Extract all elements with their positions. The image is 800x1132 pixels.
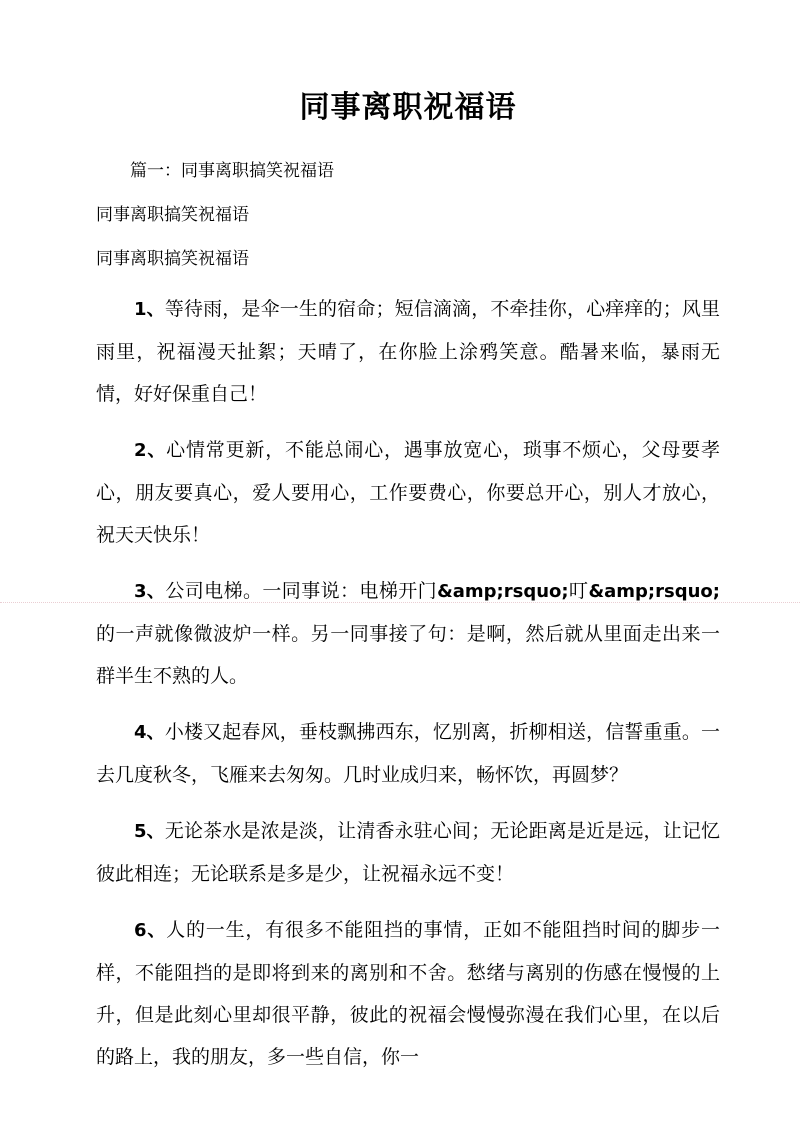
paragraph-text: 等待雨，是伞一生的宿命；短信滴滴，不牵挂你，心痒痒的；风里雨里，祝福漫天扯絮；天晴了，在你脸上涂鸦笑意。酷暑来临，暴雨无情，好好保重自己！	[96, 298, 720, 405]
paragraph-text: 无论茶水是浓是淡，让清香永驻心间；无论距离是近是远，让记忆彼此相连；无论联系是多是少，让祝福永远不变！	[96, 820, 720, 885]
section-heading: 篇一：同事离职搞笑祝福语	[130, 161, 334, 181]
paragraph-text-part-2: 叮	[568, 580, 589, 602]
paragraph-number: 1、	[134, 299, 165, 320]
paragraph-number: 5、	[134, 821, 165, 842]
paragraph-text-part-3: 的一声就像微波炉一样。另一同事接了句：是啊，然后就从里面走出来一群半生不熟的人。	[96, 623, 720, 687]
paragraph-text-part-1: 公司电梯。一同事说：电梯开门	[165, 580, 438, 602]
paragraph-number: 6、	[134, 920, 167, 941]
paragraph-number: 2、	[134, 440, 167, 461]
numbered-paragraph-3	[96, 556, 720, 697]
paragraph-number: 4、	[134, 722, 165, 743]
numbered-paragraph-6	[96, 895, 720, 1078]
paragraph-number: 3、	[134, 581, 166, 602]
html-entity-text-2: &amp;rsquo;	[588, 581, 720, 602]
paragraph-text: 心情常更新，不能总闹心，遇事放宽心，琐事不烦心，父母要孝心，朋友要真心，爱人要用心，工作要费心，你要总开心，别人才放心，祝天天快乐！	[96, 439, 720, 546]
numbered-paragraph-1	[96, 274, 720, 415]
page-title: 同事离职祝福语	[299, 90, 517, 125]
repeated-title-line-2: 同事离职搞笑祝福语	[96, 249, 249, 269]
html-entity-text-1: &amp;rsquo;	[437, 581, 569, 602]
paragraph-text: 人的一生，有很多不能阻挡的事情，正如不能阻挡时间的脚步一样，不能阻挡的是即将到来的离别和不舍。愁绪与离别的伤感在慢慢的上升，但是此刻心里却很平静，彼此的祝福会慢慢弥漫在我们心里，在以后的路上，我的朋友，多一些自信，你一	[96, 919, 720, 1068]
numbered-paragraph-4	[96, 697, 720, 796]
paragraph-text: 小楼又起春风，垂枝飘拂西东，忆别离，折柳相送，信誓重重。一去几度秋冬，飞雁来去匆匆。几时业成归来，畅怀饮，再圆梦？	[96, 721, 720, 786]
numbered-paragraph-5	[96, 796, 720, 895]
numbered-paragraph-2	[96, 415, 720, 556]
repeated-title-line-1: 同事离职搞笑祝福语	[96, 205, 249, 225]
